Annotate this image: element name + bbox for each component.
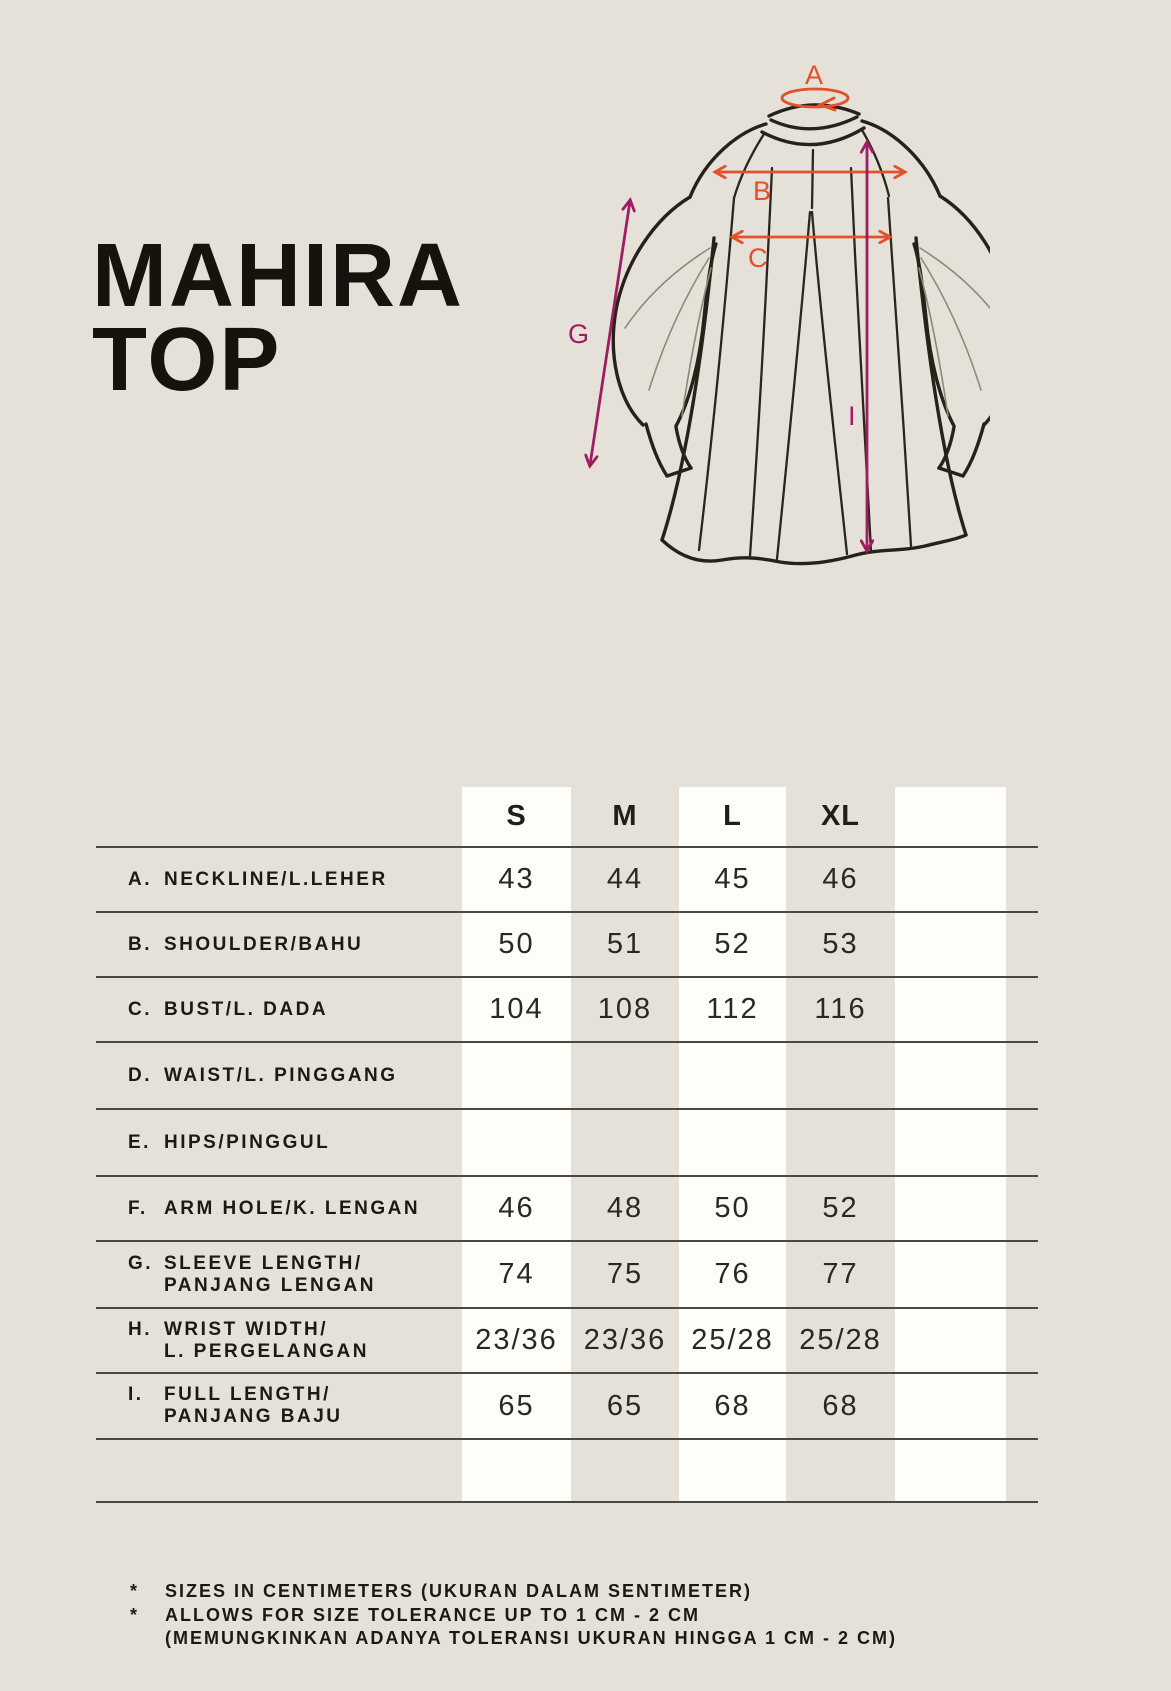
- footnotes: [130, 1580, 897, 1651]
- cell-value: 52: [714, 928, 751, 960]
- right-shoulder: [862, 121, 940, 196]
- row-label: D. WAIST/L. PINGGANG: [128, 1064, 398, 1086]
- cell-value: 52: [822, 1192, 859, 1224]
- collar-bottom-band: [762, 128, 864, 145]
- cell-value: 65: [498, 1389, 535, 1422]
- left-cuff-outer: [646, 424, 667, 476]
- footnote-sizes: * SIZES IN CENTIMETERS (UKURAN DALAM SENTIMETER): [130, 1580, 897, 1604]
- cell-value: 45: [714, 863, 751, 895]
- table-row-bust: [96, 976, 1038, 1041]
- label-C: C: [748, 243, 768, 273]
- table-row-armhole: [96, 1175, 1038, 1240]
- table-row-empty: [96, 1438, 1038, 1503]
- row-label: E. HIPS/PINGGUL: [128, 1131, 331, 1153]
- cell-value: 104: [489, 993, 544, 1025]
- cell-value: 50: [714, 1192, 751, 1224]
- right-sleeve-outer: [940, 196, 990, 425]
- cell-value: 51: [606, 928, 644, 960]
- asterisk: *: [130, 1604, 140, 1625]
- cell-value: 108: [597, 993, 653, 1025]
- cell-value: 68: [714, 1389, 751, 1422]
- row-label: B. SHOULDER/BAHU: [128, 933, 364, 955]
- cell-value: 68: [822, 1389, 859, 1422]
- cell-value: 74: [498, 1258, 535, 1290]
- label-G: G: [568, 319, 590, 349]
- table-row-hips: [96, 1108, 1038, 1175]
- cell-value: 76: [714, 1258, 751, 1290]
- cell-value: 50: [498, 928, 535, 960]
- size-header-xl: XL: [820, 800, 861, 832]
- measure-arrow-B: [716, 172, 904, 206]
- table-row-shoulder: [96, 911, 1038, 976]
- page-title-line1: MAHIRA: [92, 226, 464, 326]
- cell-value: 25/28: [799, 1324, 882, 1356]
- cell-value: 116: [814, 993, 867, 1025]
- label-I: I: [848, 401, 856, 431]
- table-row-neckline: [96, 846, 1038, 911]
- pleat-lines: [699, 130, 911, 559]
- row-label: H. WRIST WIDTH/ L. PERGELANGAN: [128, 1318, 369, 1362]
- garment-diagram: [490, 50, 990, 580]
- measure-arrow-I: [848, 143, 867, 550]
- table-row-full-length: [96, 1372, 1038, 1438]
- size-header-m: M: [612, 800, 638, 832]
- row-label: A. NECKLINE/L.LEHER: [128, 868, 388, 890]
- row-label: F. ARM HOLE/K. LENGAN: [128, 1197, 421, 1219]
- size-table: [96, 787, 1038, 1503]
- cell-value: 48: [606, 1192, 644, 1224]
- cell-value: 43: [498, 863, 535, 895]
- cell-value: 53: [822, 928, 859, 960]
- measure-arrow-A: [782, 60, 848, 110]
- table-row-sleeve-length: [96, 1240, 1038, 1307]
- asterisk: *: [130, 1581, 140, 1601]
- hem: [662, 535, 966, 564]
- table-row-waist: [96, 1041, 1038, 1108]
- cell-value: 23/36: [583, 1324, 667, 1356]
- cell-value: 46: [822, 863, 859, 895]
- cell-value: 46: [498, 1192, 535, 1224]
- cell-value: 77: [822, 1258, 859, 1290]
- cell-value: 65: [606, 1389, 644, 1422]
- page-title: [92, 226, 464, 410]
- label-B: B: [753, 176, 772, 206]
- page-title-line2: TOP: [92, 310, 282, 410]
- footnote-tolerance: * ALLOWS FOR SIZE TOLERANCE UP TO 1 CM - 2 CM (MEMUNGKINKAN ADANYA TOLERANSI UKURAN HINGGA 1 CM - 2 CM): [130, 1604, 897, 1651]
- size-header-l: L: [723, 800, 742, 832]
- table-row-wrist-width: [96, 1307, 1038, 1372]
- cell-value: 23/36: [475, 1324, 558, 1356]
- row-label: I. FULL LENGTH/ PANJANG BAJU: [128, 1384, 343, 1427]
- measure-arrow-G: [568, 201, 630, 465]
- right-cuff-outer: [963, 424, 984, 476]
- table-header-row: [96, 787, 1038, 846]
- cell-value: 75: [606, 1258, 644, 1290]
- cell-value: 112: [706, 993, 759, 1025]
- collar-inner-curve: [771, 117, 857, 129]
- cell-value: 44: [606, 863, 644, 895]
- label-A: A: [805, 60, 824, 90]
- cell-value: 25/28: [691, 1324, 774, 1356]
- row-label: G. SLEEVE LENGTH/ PANJANG LENGAN: [128, 1252, 376, 1296]
- size-header-s: S: [506, 800, 527, 832]
- row-label: C. BUST/L. DADA: [128, 998, 329, 1020]
